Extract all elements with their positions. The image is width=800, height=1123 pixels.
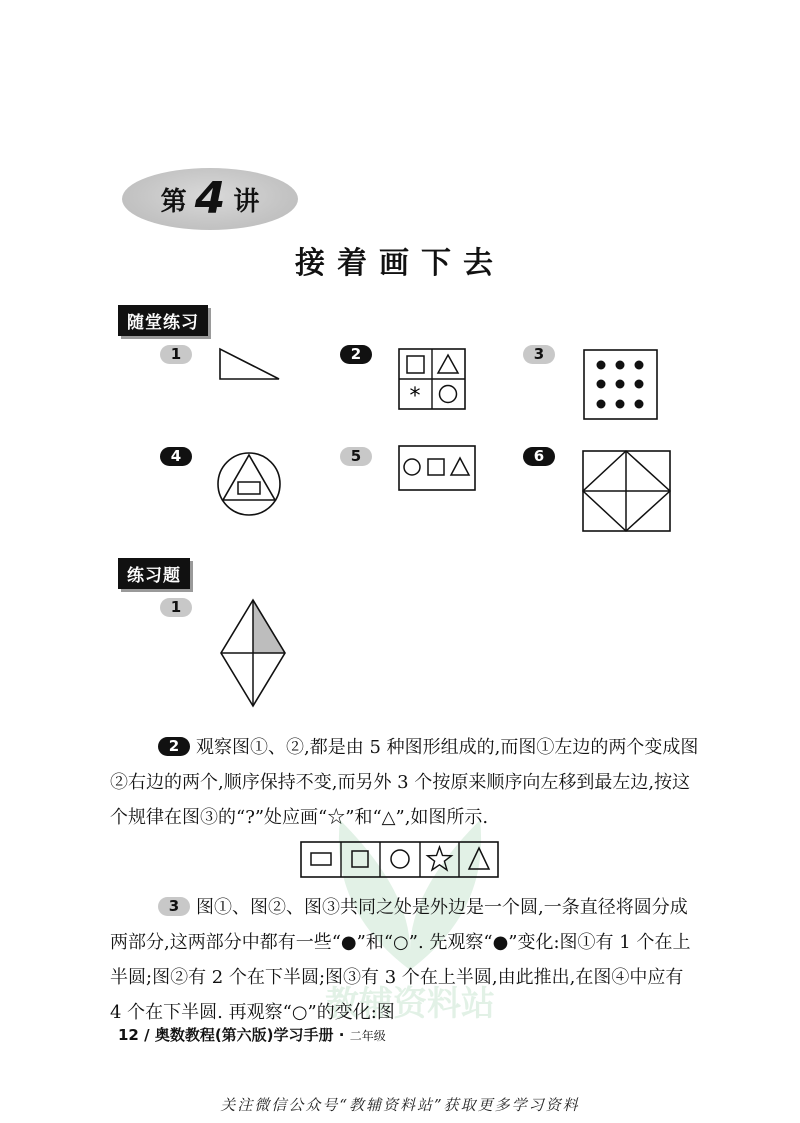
item-number-3: 3 [523,345,555,364]
page-title: 接着画下去 [295,246,505,281]
item-number-6: 6 [523,447,555,466]
lesson-label [122,168,298,230]
right-triangle-figure [215,345,285,385]
lesson-suffix: 讲 [233,186,260,217]
shape-row-figure [398,445,478,493]
bottom-note: 关注微信公众号“教辅资料站”获取更多学习资料 [220,1096,580,1114]
grade-label: 二年级 [349,1029,386,1043]
circle-icon [440,386,457,403]
square-icon [428,459,444,475]
square-diamond-figure [582,450,672,534]
item-number-2: 2 [340,345,372,364]
answer-shape-row [300,841,500,879]
circle-icon [404,459,420,475]
shape-grid-figure [398,348,468,412]
problem-3-number: 3 [158,897,190,916]
triangle-icon [438,355,458,373]
page-footer [118,1024,386,1045]
problem-2-text: 观察图①、②,都是由 5 种图形组成的,而图①左边的两个变成图②右边的两个,顺序保持不变,而另外 3 个按原来顺序向左移到最左边,按这个规律在图③的“?”处应画“☆”和“△”,如图所示. [110,737,699,828]
book-title: 奥数教程(第六版)学习手册 [154,1026,334,1044]
circle-icon [391,850,409,868]
triangle-icon [451,458,469,475]
exercise-number-1: 1 [160,598,192,617]
lesson-number: 4 [194,173,226,224]
footer-slash: / [144,1026,150,1044]
item-number-5: 5 [340,447,372,466]
triangle-icon [469,848,489,869]
problem-3-text: 图①、图②、图③共同之处是外边是一个圆,一条直径将圆分成两部分,这两部分中都有一些“●”和“○”. 先观察“●”变化:图①有 1 个在上半圆;图②有 2 个在下半圆;图③有 3 个在上半圆,由此推出,在图④中应有 4 个在下半圆. 再观察“○”的变化:图 [110,897,691,1023]
section-tag-exercises: 练习题 [118,558,190,589]
footer-dot: · [338,1026,345,1044]
item-number-1: 1 [160,345,192,364]
problem-3 [110,890,700,1030]
square-icon [352,851,368,867]
page-number: 12 [118,1026,139,1044]
rectangle-icon [311,853,331,865]
svg-text:教辅资料站: 教辅资料站 [325,984,495,1024]
dot-grid-figure [583,349,659,421]
problem-2-number: 2 [158,737,190,756]
kite-diamond-figure [218,597,288,709]
section-tag-class-practice: 随堂练习 [118,305,208,336]
circle-triangle-figure [216,451,284,519]
lesson-prefix: 第 [160,186,187,217]
square-icon [407,356,424,373]
asterisk-icon: * [409,384,421,409]
star-icon [428,847,452,870]
item-number-4: 4 [160,447,192,466]
